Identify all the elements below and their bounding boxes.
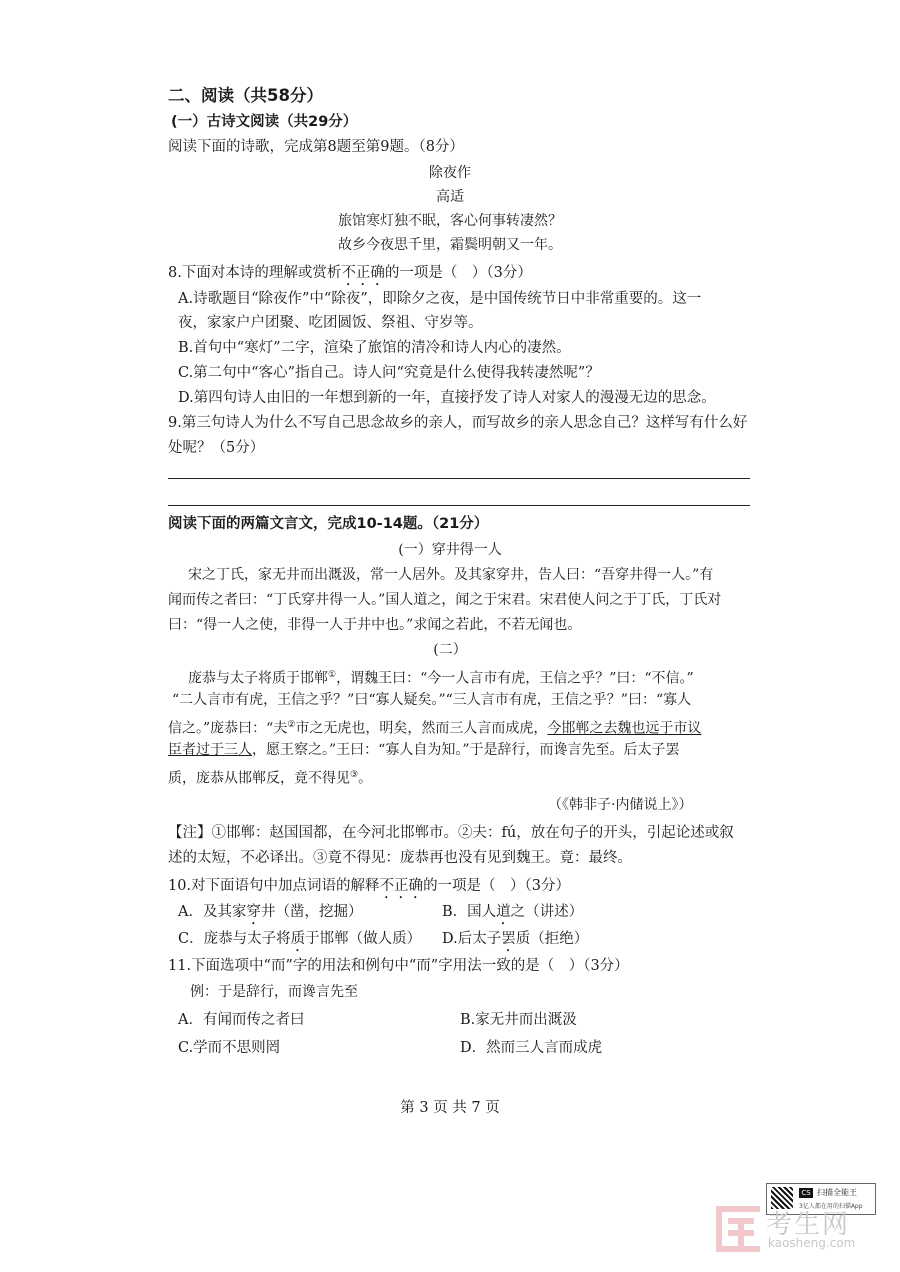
answer-line-1 [168,478,750,479]
page-number: 第 3 页 共 7 页 [400,1100,500,1116]
notes-line-1: 【注】①邯郸：赵国国都，在今河北邯郸市。②夫：fú，放在句子的开头，引起论述或叙 [168,825,734,841]
watermark-url: kaosheng.com [768,1236,856,1250]
poem-instruction: 阅读下面的诗歌，完成第8题至第9题。（8分） [168,139,464,155]
q10-option-b: B．国人道之（讲述） [442,904,584,920]
q11-stem: 11.下面选项中“而”字的用法和例句中“而”字用法一致的是（ ）（3分） [168,958,629,974]
watermark-logo-icon [716,1206,760,1252]
q10-stem: 10.对下面语句中加点词语的解释不正确的一项是（ ）（3分） [168,878,571,894]
poem-author: 高适 [436,189,464,205]
q8-option-c: C.第二句中“客心”指自己。诗人问“究竟是什么使得我转凄然呢”？ [178,365,600,381]
poem-line-1: 旅馆寒灯独不眠，客心何事转凄然？ [338,213,562,229]
poem-line-2: 故乡今夜思千里，霜鬓明朝又一年。 [338,237,562,253]
passage-2-line-4: 臣者过于三人，愿王察之。”王曰：“寡人自为知。”于是辞行，而谗言先至。后太子罢 [168,742,680,758]
watermark-name: 考生网 [766,1210,851,1240]
q11-example: 例：于是辞行，而谗言先至 [190,984,358,1000]
passage-2-line-2: “二人言市有虎，王信之乎？”曰“寡人疑矣。”“三人言市有虎，王信之乎？”曰：“寡人 [172,692,692,708]
passage-1-line-2: 闻而传之者曰：“丁氏穿井得一人。”国人道之，闻之于宋君。宋君使人问之于丁氏，丁氏对 [168,592,722,608]
passage-1-line-1: 宋之丁氏，家无井而出溉汲，常一人居外。及其家穿井，告人曰：“吾穿井得一人。”有 [188,567,714,583]
scanner-tagline: 3亿人都在用的扫描App [799,1203,863,1210]
q10-option-c: C．庞恭与太子将质于邯郸（做人质） [178,931,422,947]
passage-2-title: (二） [433,642,467,658]
q8-stem: 8.下面对本诗的理解或赏析不正确的一项是（ ）（3分） [168,265,532,281]
q8-option-a-cont: 夜，家家户户团聚、吃团圆饭、祭祖、守岁等。 [178,315,483,331]
answer-line-2 [168,505,750,506]
q8-option-d: D.第四句诗人由旧的一年想到新的一年，直接抒发了诗人对家人的漫漫无边的思念。 [178,390,716,406]
q8-option-a: A.诗歌题目“除夜作”中“除夜”，即除夕之夜，是中国传统节日中非常重要的。这一 [178,291,702,307]
q11-option-b: B.家无井而出溉汲 [460,1012,577,1028]
passage-1-line-3: 曰：“得一人之使，非得一人于井中也。”求闻之若此，不若无闻也。 [168,617,582,633]
q10-option-a: A．及其家穿井（凿，挖掘） [178,904,363,920]
section-title: 二、阅读（共58分） [168,86,323,105]
passage-source: （《韩非子·内储说上》） [548,797,693,813]
q11-option-a: A．有闻而传之者曰 [178,1012,305,1028]
notes-line-2: 述的太短，不必译出。③竟不得见：庞恭再也没有见到魏王。竟：最终。 [168,850,632,866]
q9-stem: 9.第三句诗人为什么不写自己思念故乡的亲人，而写故乡的亲人思念自己？这样写有什么好 [168,415,748,431]
classical-instruction: 阅读下面的两篇文言文，完成10-14题。（21分） [168,516,489,532]
passage-2-line-3: 信之。”庞恭曰：“夫②市之无虎也，明矣，然而三人言而成虎，今邯郸之去魏也远于市议 [168,720,702,737]
q11-option-d: D．然而三人言而成虎 [460,1040,603,1056]
passage-2-line-1: 庞恭与太子将质于邯郸①，谓魏王曰：“今一人言市有虎，王信之乎？”曰：“不信。” [188,670,694,687]
q11-option-c: C.学而不思则罔 [178,1040,281,1056]
underlined-sentence: 今邯郸之去魏也远于市议 [547,720,702,737]
scanner-brand: 扫描全能王 [817,1188,857,1197]
poem-title: 除夜作 [429,165,471,181]
q10-option-d: D.后太子罢质（拒绝） [442,931,589,947]
passage-1-title: (一）穿井得一人 [398,542,502,558]
passage-2-line-5: 质，庞恭从邯郸反，竟不得见③。 [168,770,373,787]
q8-option-b: B.首句中“寒灯”二字，渲染了旅馆的清冷和诗人内心的凄然。 [178,340,571,356]
site-watermark [716,1204,876,1254]
cs-logo-icon: CS [799,1188,813,1198]
q9-stem-cont: 处呢？（5分） [168,440,265,456]
subsection-title: (一）古诗文阅读（共29分） [171,114,358,130]
